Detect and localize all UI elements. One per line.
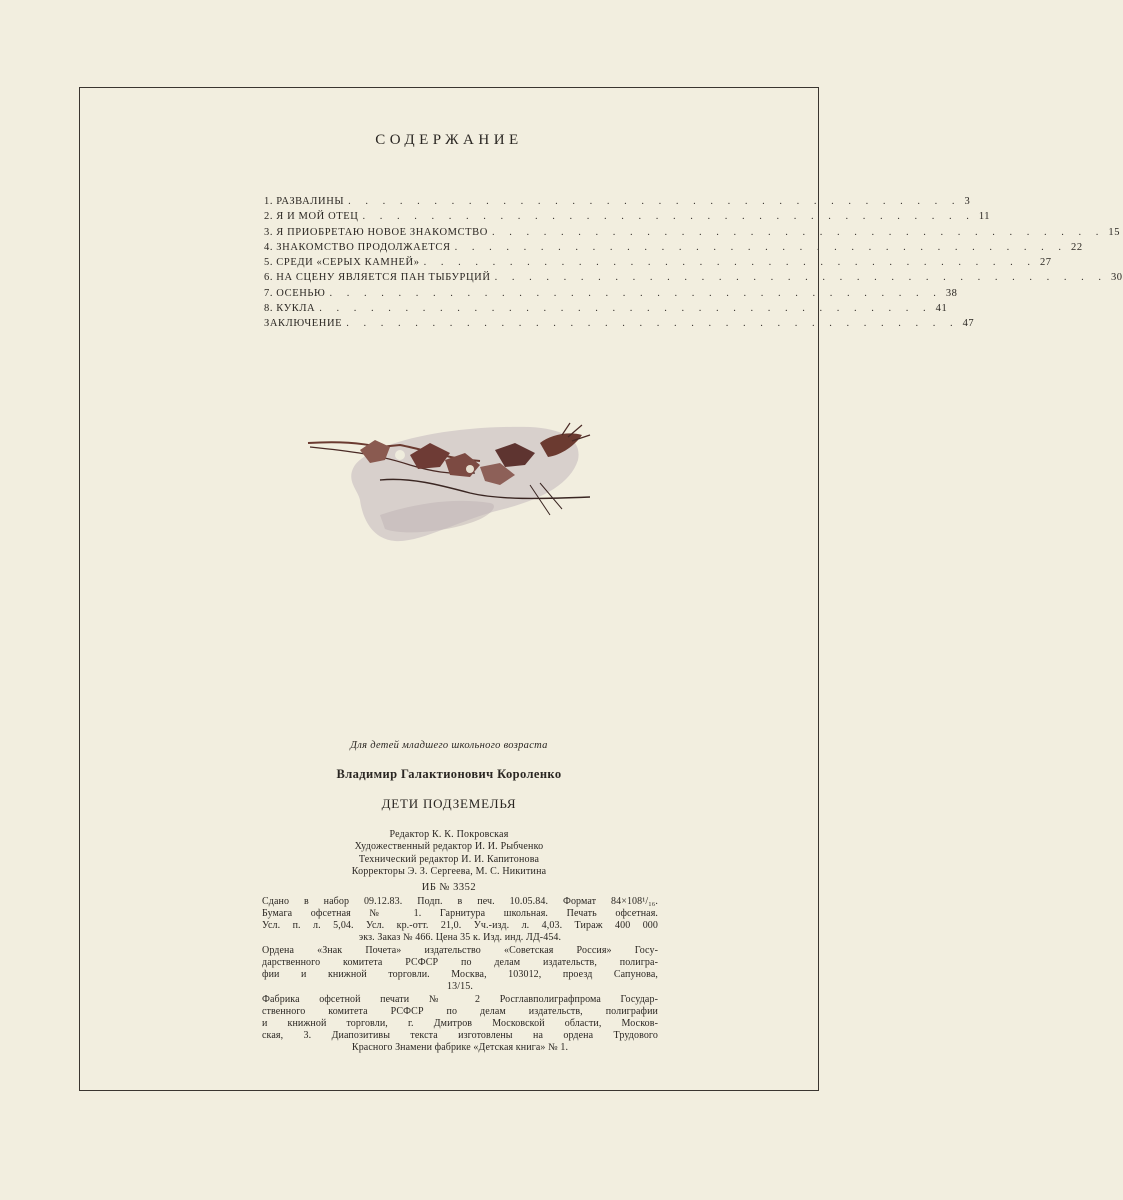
toc-leader: . . . . . . . . . . . . . . . . . . . . . . . . . . . . . . . . . . . . (319, 303, 932, 315)
toc-leader: . . . . . . . . . . . . . . . . . . . . . . . . . . . . . . . . . . . . (346, 318, 959, 330)
toc-item-label: 5. СРЕДИ «СЕРЫХ КАМНЕЙ» (264, 257, 420, 269)
toc-item (264, 287, 958, 303)
printer-line: и книжной торговли, г. Дмитров Московской области, Москов- (262, 1018, 658, 1029)
toc-item-page: 30 (1110, 272, 1123, 284)
toc-item-page: 22 (1070, 241, 1083, 253)
details-line: Сдано в набор 09.12.83. Подп. в печ. 10.05.84. Формат 84×108¹/₁₆. (262, 896, 658, 907)
publisher-line: Ордена «Знак Почета» издательство «Советская Россия» Госу- (262, 945, 658, 956)
toc-item-page: 38 (945, 287, 958, 299)
staff-line: Технический редактор И. И. Капитонова (358, 853, 540, 865)
toc-item-label: 4. ЗНАКОМСТВО ПРОДОЛЖАЕТСЯ (264, 241, 451, 253)
staff-line: Корректоры Э. З. Сергеева, М. С. Никитина (351, 866, 547, 878)
author-name: Владимир Галактионович Короленко (336, 767, 562, 781)
printer-line: ственного комитета РСФСР по делам издательств, полиграфии (262, 1006, 658, 1017)
publisher-line: дарственного комитета РСФСР по делам издательств, полигра- (262, 957, 658, 968)
toc-item-label: 6. НА СЦЕНУ ЯВЛЯЕТСЯ ПАН ТЫБУРЦИЙ (264, 272, 491, 284)
book-title: ДЕТИ ПОДЗЕМЕЛЬЯ (381, 796, 517, 811)
table-of-contents (264, 196, 1123, 334)
staff-line: Редактор К. К. Покровская (389, 829, 509, 840)
publisher-info (262, 945, 658, 993)
toc-item-page: 41 (935, 303, 948, 315)
toc-item-label: ЗАКЛЮЧЕНИЕ (264, 318, 343, 330)
toc-item-page: 11 (978, 211, 991, 223)
printer-info (262, 994, 658, 1054)
ib-number: ИБ № 3352 (421, 882, 477, 893)
details-line: Бумага офсетная № 1. Гарнитура школьная. Печать офсетная. (262, 908, 658, 919)
toc-item (264, 318, 975, 333)
toc-item-label: 1. РАЗВАЛИНЫ (264, 196, 345, 207)
toc-leader: . . . . . . . . . . . . . . . . . . . . . . . . . . . . . . . . . . . . (362, 211, 975, 223)
toc-leader: . . . . . . . . . . . . . . . . . . . . . . . . . . . . . . . . . . . . (348, 196, 961, 207)
toc-leader: . . . . . . . . . . . . . . . . . . . . . . . . . . . . . . . . . . . . (494, 272, 1107, 284)
publisher-line: 13/15. (447, 981, 473, 992)
toc-item (264, 272, 1123, 287)
printer-line: Фабрика офсетной печати № 2 Росглавполиграфпрома Государ- (262, 994, 658, 1005)
toc-item-page: 27 (1039, 257, 1052, 269)
highlight-dot (395, 450, 405, 460)
toc-item (264, 196, 971, 211)
toc-leader: . . . . . . . . . . . . . . . . . . . . . . . . . . . . . . . . . . . . (454, 241, 1067, 253)
toc-item (264, 303, 948, 318)
toc-item (264, 226, 1121, 242)
toc-leader: . . . . . . . . . . . . . . . . . . . . . . . . . . . . . . . . . . . . (491, 226, 1105, 238)
printer-line: ская, 3. Диапозитивы текста изготовлены на ордена Трудового (262, 1030, 658, 1041)
toc-item-label: 7. ОСЕНЬЮ (264, 287, 326, 299)
toc-leader: . . . . . . . . . . . . . . . . . . . . . . . . . . . . . . . . . . . . (423, 257, 1036, 269)
printer-line: Красного Знамени фабрике «Детская книга» № 1. (351, 1042, 569, 1053)
toc-title: СОДЕРЖАНИЕ (375, 132, 523, 148)
details-line: экз. Заказ № 466. Цена 35 к. Изд. инд. ЛД-454. (358, 932, 562, 943)
toc-item-label: 3. Я ПРИОБРЕТАЮ НОВОЕ ЗНАКОМСТВО (264, 226, 488, 238)
toc-item-label: 2. Я И МОЙ ОТЕЦ (264, 211, 359, 223)
toc-item-label: 8. КУКЛА (264, 303, 316, 315)
watercolor-illustration (300, 405, 600, 550)
highlight-dot (466, 465, 474, 473)
audience-note: Для детей младшего школьного возраста (350, 740, 548, 751)
toc-item (264, 257, 1052, 272)
toc-leader: . . . . . . . . . . . . . . . . . . . . . . . . . . . . . . . . . . . . (329, 287, 942, 299)
editorial-staff (0, 829, 898, 879)
toc-item (264, 241, 1083, 257)
publisher-line: фии и книжной торговли. Москва, 103012, проезд Сапунова, (262, 969, 658, 980)
toc-item (264, 211, 991, 226)
staff-line: Художественный редактор И. И. Рыбченко (354, 841, 544, 853)
toc-item-page: 3 (964, 196, 971, 207)
details-line: Усл. п. л. 5,04. Усл. кр.-отт. 21,0. Уч.-изд. л. 4,03. Тираж 400 000 (262, 920, 658, 931)
toc-item-page: 15 (1108, 226, 1121, 238)
toc-item-page: 47 (962, 318, 975, 330)
print-details (262, 896, 658, 944)
